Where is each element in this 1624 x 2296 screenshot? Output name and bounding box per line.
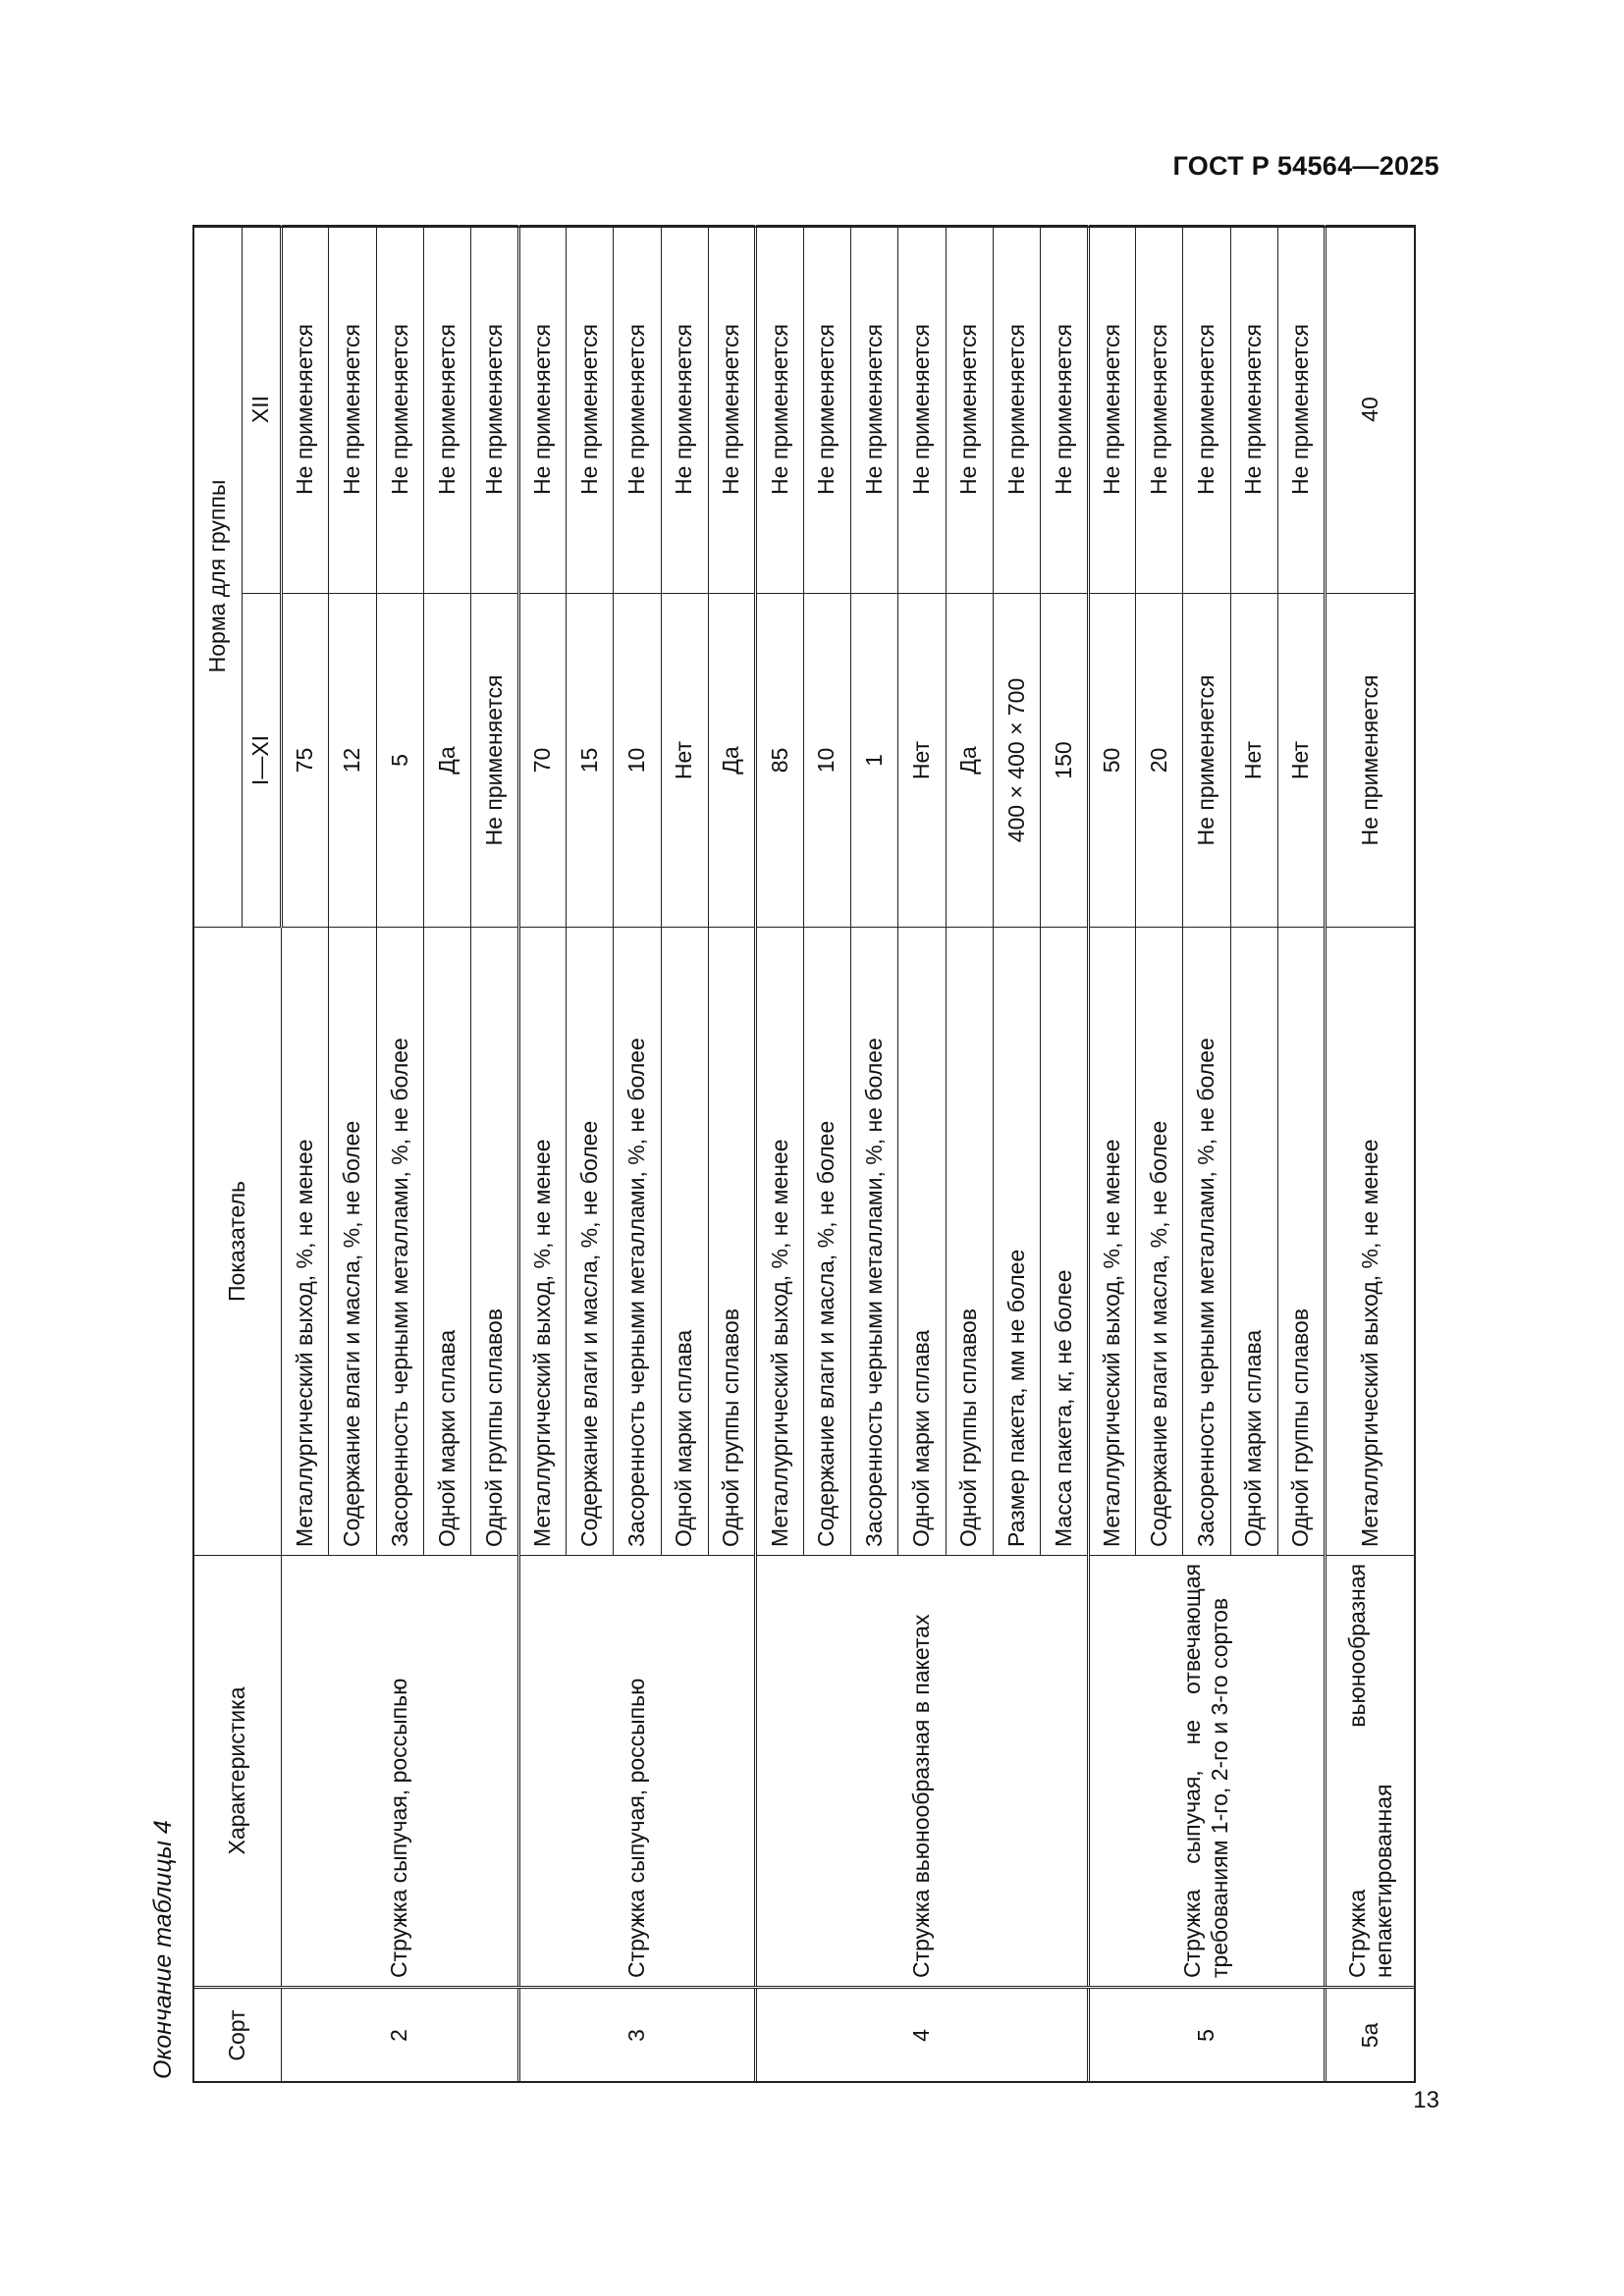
indicator-cell: Одной группы сплавов (1277, 928, 1325, 1556)
header-group-12: XII (243, 226, 282, 594)
indicator-cell: Размер пакета, мм не более (993, 928, 1040, 1556)
norm-12-cell: Не применяется (1230, 226, 1277, 594)
table-row (1326, 226, 1416, 2083)
rotated-table-area (149, 226, 1416, 2083)
norm-1-11-cell: Не применяется (1326, 594, 1416, 928)
norm-1-11-cell: Нет (898, 594, 946, 928)
document-code: ГОСТ Р 54564—2025 (1172, 151, 1439, 181)
table-caption: Окончание таблицы 4 (149, 1820, 177, 2079)
indicator-cell: Металлургический выход, %, не менее (1088, 928, 1135, 1556)
characteristic-cell: Стружка сыпучая, россыпью (518, 1556, 756, 1988)
header-group-1-11: I—XI (243, 594, 282, 928)
norm-12-cell: 40 (1326, 226, 1416, 594)
norm-12-cell: Не применяется (1041, 226, 1088, 594)
norm-1-11-cell: Да (946, 594, 993, 928)
table-row (518, 226, 566, 2083)
characteristic-cell: Стружка вьюнообразная в пакетах (756, 1556, 1088, 1988)
norm-12-cell: Не применяется (614, 226, 661, 594)
indicator-cell: Масса пакета, кг, не более (1041, 928, 1088, 1556)
requirements-table (192, 225, 1416, 2083)
indicator-cell: Засоренность черными металлами, %, не более (614, 928, 661, 1556)
norm-12-cell: Не применяется (1135, 226, 1182, 594)
indicator-cell: Засоренность черными металлами, %, не более (850, 928, 897, 1556)
norm-1-11-cell: 75 (282, 594, 329, 928)
table-row (756, 226, 803, 2083)
norm-12-cell: Не применяется (946, 226, 993, 594)
characteristic-cell: Стружка вьюнообразная непакетированная (1326, 1556, 1416, 1988)
norm-1-11-cell: Да (708, 594, 755, 928)
indicator-cell: Одной марки сплава (1230, 928, 1277, 1556)
norm-12-cell: Не применяется (423, 226, 470, 594)
table-row (282, 226, 329, 2083)
norm-1-11-cell: 12 (329, 594, 376, 928)
indicator-cell: Одной марки сплава (661, 928, 708, 1556)
sort-cell: 5а (1326, 1988, 1416, 2083)
sort-cell: 3 (518, 1988, 756, 2083)
table-body (282, 226, 1416, 2083)
norm-1-11-cell: 10 (803, 594, 850, 928)
header-sort: Сорт (193, 1988, 282, 2083)
norm-12-cell: Не применяется (282, 226, 329, 594)
norm-1-11-cell: 150 (1041, 594, 1088, 928)
norm-12-cell: Не применяется (803, 226, 850, 594)
characteristic-cell: Стружка сыпучая, россыпью (282, 1556, 519, 1988)
norm-1-11-cell: 15 (566, 594, 613, 928)
norm-1-11-cell: 5 (376, 594, 423, 928)
sort-cell: 4 (756, 1988, 1088, 2083)
norm-1-11-cell: 20 (1135, 594, 1182, 928)
norm-12-cell: Не применяется (518, 226, 566, 594)
characteristic-cell: Стружка сыпучая, не отвечающая требованиям 1-го, 2-го и 3-го сортов (1088, 1556, 1326, 1988)
norm-1-11-cell: Да (423, 594, 470, 928)
table-row (1088, 226, 1135, 2083)
norm-1-11-cell: 85 (756, 594, 803, 928)
norm-1-11-cell: 50 (1088, 594, 1135, 928)
header-characteristic: Характеристика (193, 1556, 282, 1988)
indicator-cell: Металлургический выход, %, не менее (1326, 928, 1416, 1556)
norm-12-cell: Не применяется (329, 226, 376, 594)
indicator-cell: Одной группы сплавов (708, 928, 755, 1556)
norm-1-11-cell: Не применяется (1183, 594, 1230, 928)
norm-12-cell: Не применяется (661, 226, 708, 594)
indicator-cell: Одной марки сплава (423, 928, 470, 1556)
norm-1-11-cell: 10 (614, 594, 661, 928)
page-number: 13 (1413, 2087, 1439, 2113)
norm-12-cell: Не применяется (471, 226, 518, 594)
norm-12-cell: Не применяется (708, 226, 755, 594)
header-indicator: Показатель (193, 928, 282, 1556)
norm-12-cell: Не применяется (850, 226, 897, 594)
norm-12-cell: Не применяется (1277, 226, 1325, 594)
norm-12-cell: Не применяется (898, 226, 946, 594)
norm-1-11-cell: Не применяется (471, 594, 518, 928)
norm-1-11-cell: Нет (661, 594, 708, 928)
indicator-cell: Металлургический выход, %, не менее (518, 928, 566, 1556)
norm-12-cell: Не применяется (756, 226, 803, 594)
norm-1-11-cell: Нет (1277, 594, 1325, 928)
indicator-cell: Засоренность черными металлами, %, не более (1183, 928, 1230, 1556)
indicator-cell: Содержание влаги и масла, %, не более (329, 928, 376, 1556)
indicator-cell: Засоренность черными металлами, %, не более (376, 928, 423, 1556)
norm-12-cell: Не применяется (1183, 226, 1230, 594)
indicator-cell: Металлургический выход, %, не менее (756, 928, 803, 1556)
indicator-cell: Металлургический выход, %, не менее (282, 928, 329, 1556)
indicator-cell: Содержание влаги и масла, %, не более (803, 928, 850, 1556)
indicator-cell: Содержание влаги и масла, %, не более (566, 928, 613, 1556)
norm-1-11-cell: 1 (850, 594, 897, 928)
indicator-cell: Содержание влаги и масла, %, не более (1135, 928, 1182, 1556)
sort-cell: 2 (282, 1988, 519, 2083)
indicator-cell: Одной марки сплава (898, 928, 946, 1556)
norm-12-cell: Не применяется (566, 226, 613, 594)
norm-1-11-cell: Нет (1230, 594, 1277, 928)
header-norm: Норма для группы (193, 226, 243, 928)
norm-12-cell: Не применяется (993, 226, 1040, 594)
sort-cell: 5 (1088, 1988, 1326, 2083)
norm-12-cell: Не применяется (376, 226, 423, 594)
indicator-cell: Одной группы сплавов (946, 928, 993, 1556)
norm-1-11-cell: 400 × 400 × 700 (993, 594, 1040, 928)
norm-12-cell: Не применяется (1088, 226, 1135, 594)
norm-1-11-cell: 70 (518, 594, 566, 928)
indicator-cell: Одной группы сплавов (471, 928, 518, 1556)
